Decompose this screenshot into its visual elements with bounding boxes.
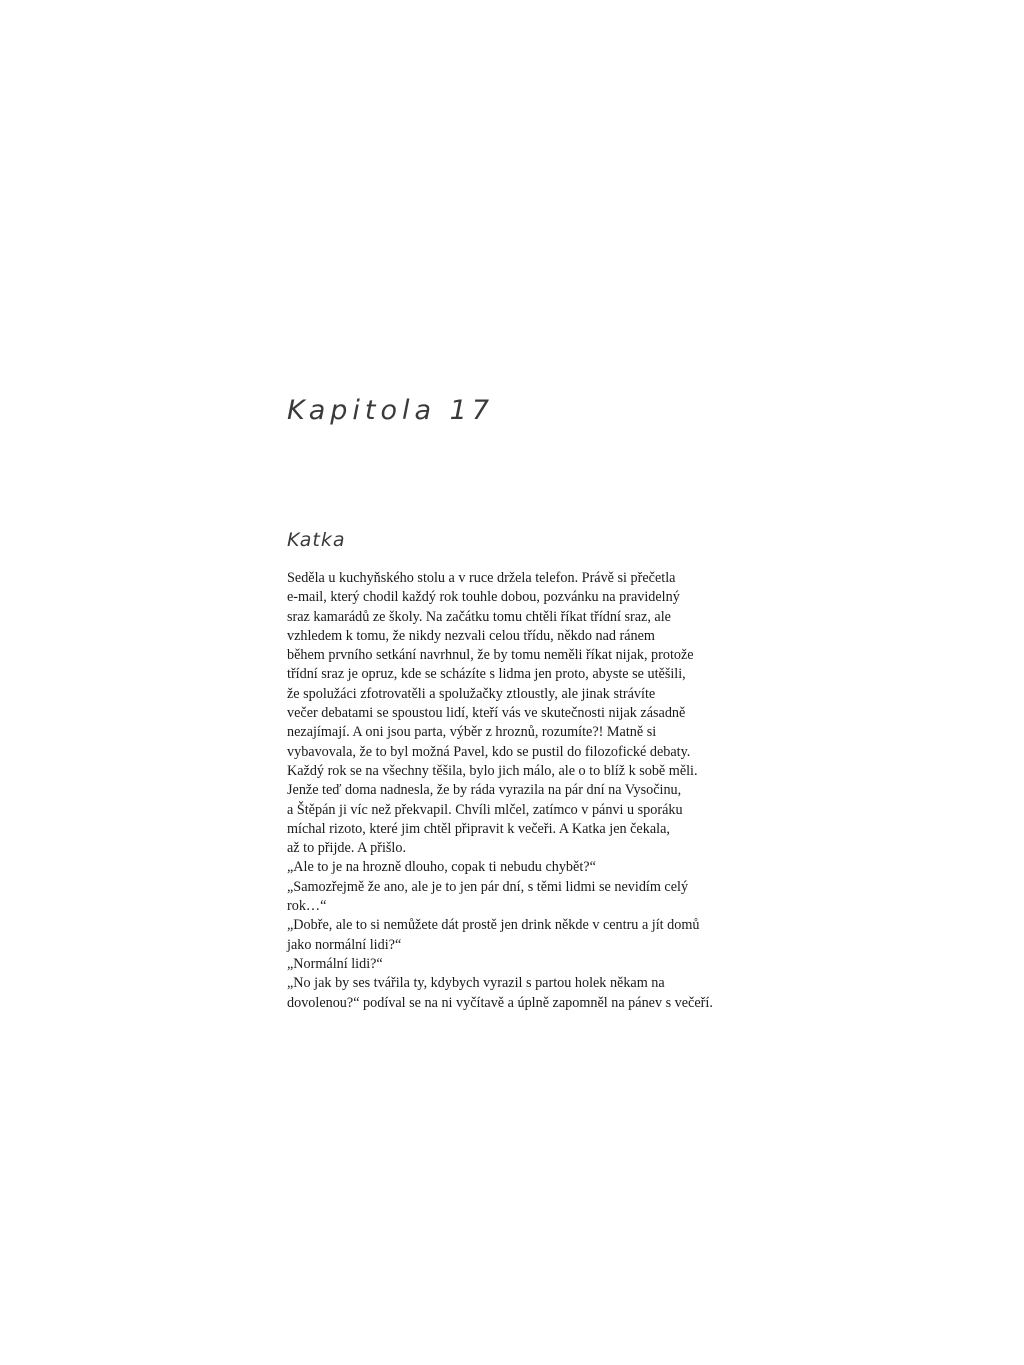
text-line: „Dobře, ale to si nemůžete dát prostě jen drink někde v centru a jít domů <box>287 917 700 934</box>
text-line: e-mail, který chodil každý rok touhle dobou, pozvánku na pravidelný <box>287 589 680 606</box>
text-line: Seděla u kuchyňského stolu a v ruce držela telefon. Právě si přečetla <box>287 570 676 586</box>
text-line: vzhledem k tomu, že nikdy nezvali celou třídu, někdo nad ránem <box>287 627 655 644</box>
text-line: nezajímají. A oni jsou parta, výběr z hroznů, rozumíte?! Matně si <box>287 724 657 741</box>
text-line: „Normální lidi?“ <box>287 955 383 972</box>
text-line: třídní sraz je opruz, kde se scházíte s lidma jen proto, abyste se utěšili, <box>287 666 686 683</box>
text-line: jako normální lidi?“ <box>287 936 402 953</box>
chapter-title: Kapitola 17 <box>287 395 495 426</box>
section-title: Katka <box>287 529 346 551</box>
text-line: až to přijde. A přišlo. <box>287 840 406 857</box>
text-line: dovolenou?“ podíval se na ni vyčítavě a úplně zapomněl na pánev s večeří. <box>287 994 713 1011</box>
text-line: vybavovala, že to byl možná Pavel, kdo se pustil do filozofické debaty. <box>287 743 691 760</box>
text-line: „Ale to je na hrozně dlouho, copak ti nebudu chybět?“ <box>287 859 596 876</box>
text-line: „Samozřejmě že ano, ale je to jen pár dní, s těmi lidmi se nevidím celý <box>287 878 689 895</box>
text-line: Každý rok se na všechny těšila, bylo jich málo, ale o to blíž k sobě měli. <box>287 762 698 779</box>
text-line: „No jak by ses tvářila ty, kdybych vyrazil s partou holek někam na <box>287 975 665 992</box>
text-line: Jenže teď doma nadnesla, že by ráda vyrazila na pár dní na Vysočinu, <box>287 782 682 799</box>
text-line: večer debatami se spoustou lidí, kteří vás ve skutečnosti nijak zásadně <box>287 705 686 722</box>
text-line: rok…“ <box>287 898 327 915</box>
text-line: a Štěpán ji víc než překvapil. Chvíli mlčel, zatímco v pánvi u sporáku <box>287 801 683 818</box>
body-text <box>287 569 747 1013</box>
text-line: míchal rizoto, které jim chtěl připravit k večeři. A Katka jen čekala, <box>287 820 670 837</box>
text-line: během prvního setkání navrhnul, že by tomu neměli říkat nijak, protože <box>287 647 694 664</box>
text-line: sraz kamarádů ze školy. Na začátku tomu chtěli říkat třídní sraz, ale <box>287 608 671 625</box>
text-line: že spolužáci zfotrovatěli a spolužačky ztloustly, ale jinak strávíte <box>287 685 656 702</box>
